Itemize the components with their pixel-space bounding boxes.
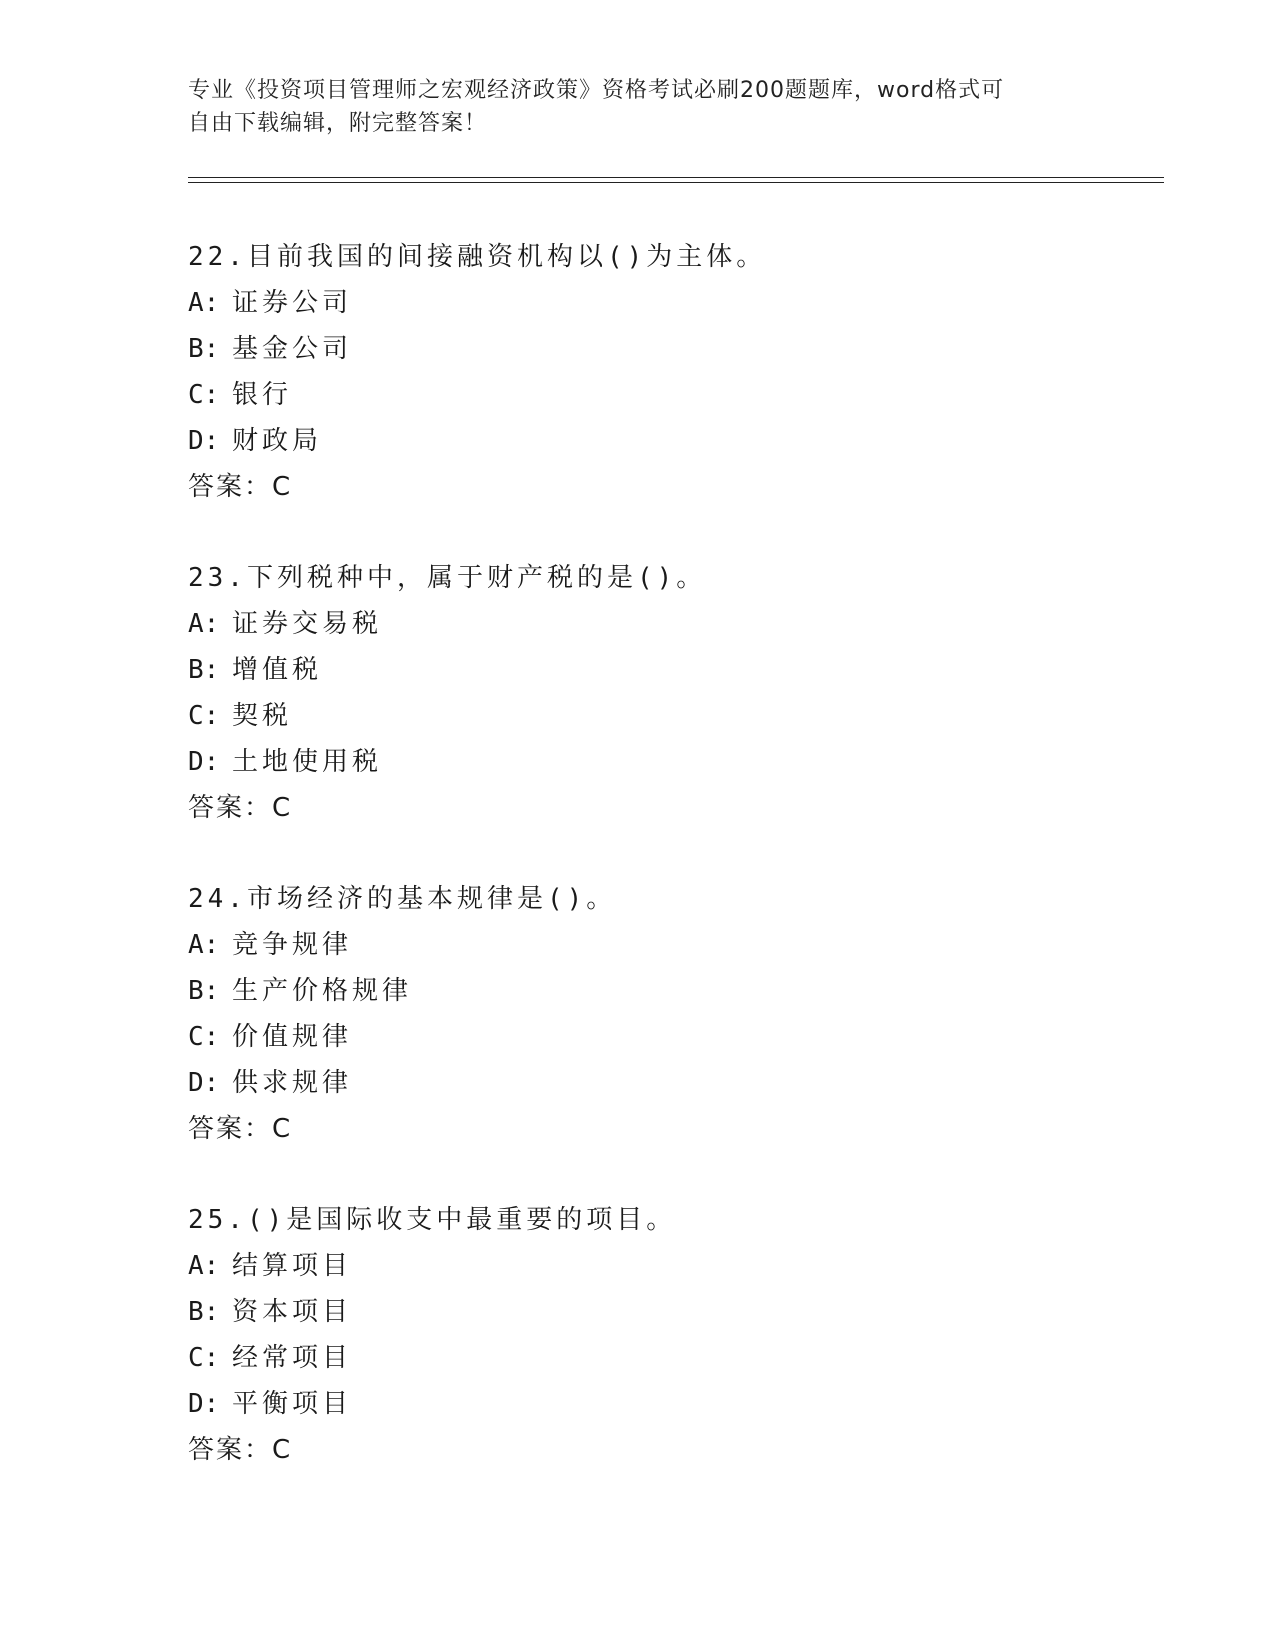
header-line-1: 专业《投资项目管理师之宏观经济政策》资格考试必刷200题题库，word格式可 <box>188 78 1005 103</box>
option-b <box>188 333 1148 365</box>
option-text: 平衡项目 <box>232 1389 353 1419</box>
option-a <box>188 929 1148 961</box>
option-text: 生产价格规律 <box>232 976 413 1006</box>
option-c <box>188 700 1148 732</box>
option-key: D: <box>188 747 220 777</box>
question-block <box>188 562 1148 824</box>
option-text: 银行 <box>232 380 293 410</box>
option-text: 供求规律 <box>232 1068 353 1098</box>
answer-text: 答案：C <box>188 793 293 823</box>
option-text: 证券交易税 <box>232 609 383 639</box>
question-block <box>188 1204 1148 1466</box>
option-b <box>188 654 1148 686</box>
question-text: 23.下列税种中，属于财产税的是()。 <box>188 563 707 593</box>
header-divider-bottom <box>188 182 1164 183</box>
option-a <box>188 1250 1148 1282</box>
option-key: B: <box>188 655 220 685</box>
option-b <box>188 1296 1148 1328</box>
option-key: B: <box>188 976 220 1006</box>
option-c <box>188 1021 1148 1053</box>
option-a <box>188 608 1148 640</box>
answer-text: 答案：C <box>188 1114 293 1144</box>
option-text: 证券公司 <box>232 288 353 318</box>
option-key: A: <box>188 609 220 639</box>
option-text: 契税 <box>232 701 293 731</box>
option-key: B: <box>188 334 220 364</box>
option-c <box>188 1342 1148 1374</box>
option-key: A: <box>188 1251 220 1281</box>
question-block <box>188 883 1148 1145</box>
option-text: 土地使用税 <box>232 747 383 777</box>
question-text: 22.目前我国的间接融资机构以()为主体。 <box>188 242 767 272</box>
option-key: C: <box>188 701 220 731</box>
option-text: 经常项目 <box>232 1343 353 1373</box>
option-text: 增值税 <box>232 655 323 685</box>
option-d <box>188 746 1148 778</box>
option-c <box>188 379 1148 411</box>
option-d <box>188 425 1148 457</box>
answer-text: 答案：C <box>188 1435 293 1465</box>
option-key: D: <box>188 426 220 456</box>
option-text: 基金公司 <box>232 334 353 364</box>
option-key: A: <box>188 930 220 960</box>
option-key: C: <box>188 380 220 410</box>
option-key: C: <box>188 1343 220 1373</box>
document-header <box>188 74 1088 140</box>
option-text: 结算项目 <box>232 1251 353 1281</box>
option-text: 财政局 <box>232 426 323 456</box>
option-d <box>188 1388 1148 1420</box>
option-text: 竞争规律 <box>232 930 353 960</box>
option-a <box>188 287 1148 319</box>
answer-text: 答案：C <box>188 472 293 502</box>
option-d <box>188 1067 1148 1099</box>
option-text: 资本项目 <box>232 1297 353 1327</box>
header-divider-top <box>188 177 1164 178</box>
option-key: D: <box>188 1068 220 1098</box>
option-b <box>188 975 1148 1007</box>
option-text: 价值规律 <box>232 1022 353 1052</box>
option-key: C: <box>188 1022 220 1052</box>
option-key: B: <box>188 1297 220 1327</box>
question-block <box>188 241 1148 503</box>
option-key: D: <box>188 1389 220 1419</box>
question-text: 24.市场经济的基本规律是()。 <box>188 884 617 914</box>
option-key: A: <box>188 288 220 318</box>
question-text: 25.()是国际收支中最重要的项目。 <box>188 1205 677 1235</box>
header-line-2: 自由下载编辑，附完整答案！ <box>188 111 488 136</box>
